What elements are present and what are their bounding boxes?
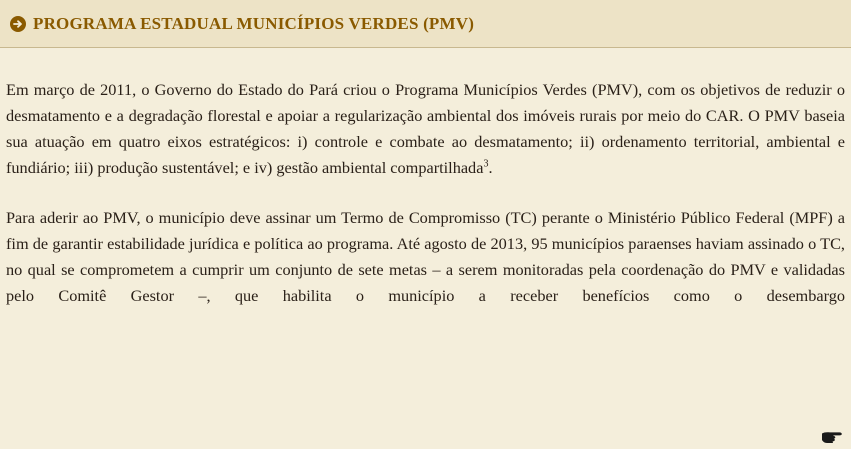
footnote-marker[interactable]: 3 xyxy=(483,158,489,170)
paragraph-1 xyxy=(6,77,845,181)
pointing-hand-icon xyxy=(821,429,843,443)
paragraph-2 xyxy=(6,205,845,309)
box-content xyxy=(6,77,845,309)
box-header xyxy=(0,0,851,48)
paragraph-1-end: . xyxy=(488,158,493,177)
paragraph-1-text: Em março de 2011, o Governo do Estado do Pará criou o Programa Municípios Verdes (PMV), com os objetivos de reduzir o desmatamento e a degradação florestal e apoiar a regularização ambiental dos imóveis rurais por meio do CAR. O PMV baseia sua atuação em quatro eixos estratégicos: i) controle e combate ao desmatamento; ii) ordenamento territorial, ambiental e fundiário; iii) produção sustentável; e iv) gestão ambiental compartilhada xyxy=(6,80,845,177)
box-title: PROGRAMA ESTADUAL MUNICÍPIOS VERDES (PMV) xyxy=(33,13,475,33)
paragraph-2-text: Para aderir ao PMV, o município deve assinar um Termo de Compromisso (TC) perante o Ministério Público Federal (MPF) a fim de garantir estabilidade jurídica e política ao programa. Até agosto de 2013, 95 municípios paraenses haviam assinado o TC, no qual se comprometem a cumprir um conjunto de sete metas – a serem monitoradas pela coordenação do PMV e validadas pelo Comitê Gestor –, que habilita o município a receber benefícios como o desembargo xyxy=(6,208,845,305)
circled-arrow-right-icon xyxy=(10,16,26,32)
